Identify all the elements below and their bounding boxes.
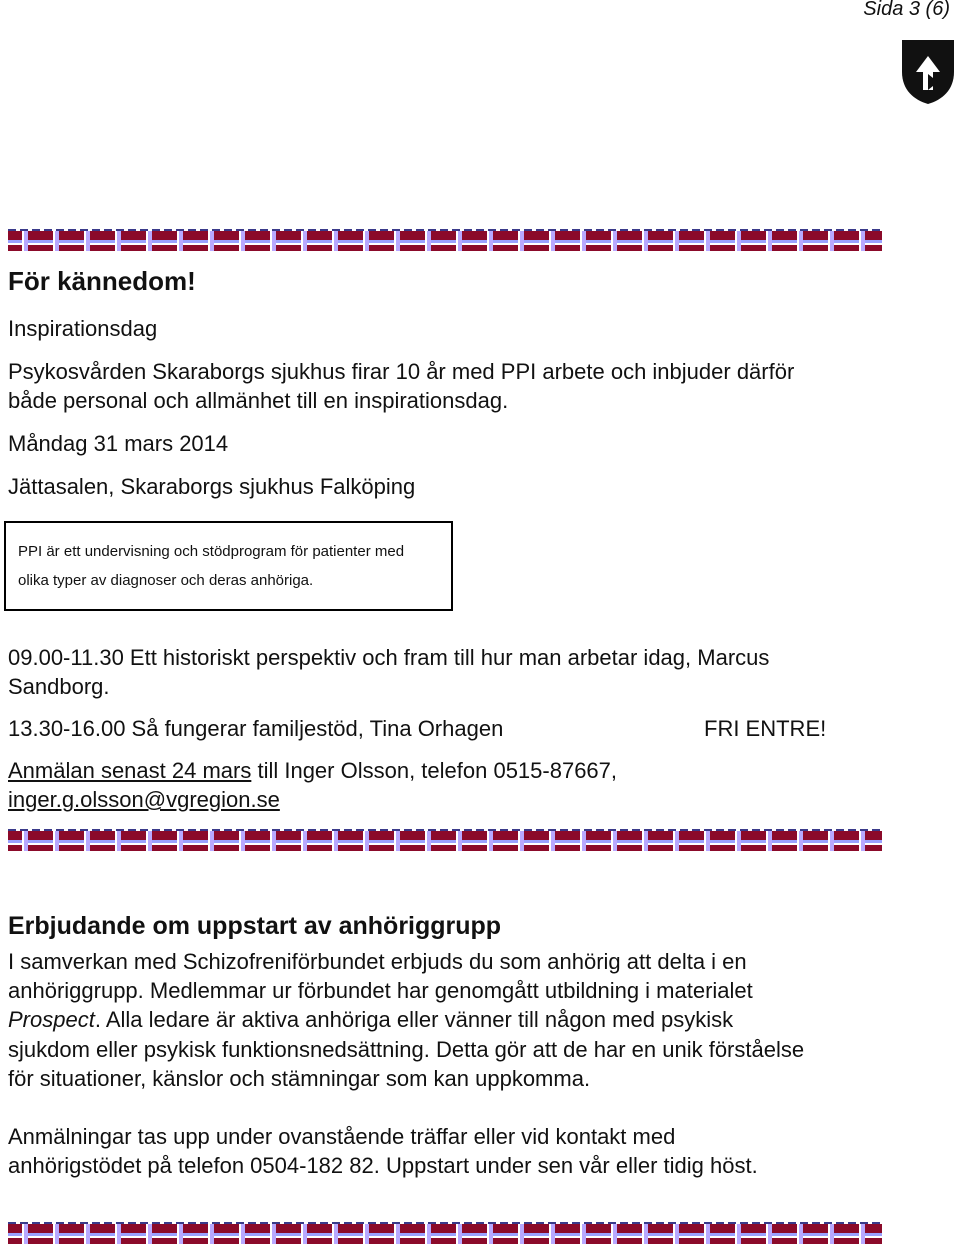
intro-line-2: både personal och allmänhet till en inspirationsdag. bbox=[8, 388, 509, 413]
group-text-line-3-rest: . Alla ledare är aktiva anhöriga eller vänner till någon med psykisk bbox=[94, 1007, 734, 1032]
decorative-divider-middle bbox=[8, 829, 882, 851]
signup-text-line-2: anhörigstödet på telefon 0504-182 82. Uppstart under sen vår eller tidig höst. bbox=[8, 1153, 758, 1178]
info-box-line-2: olika typer av diagnoser och deras anhöriga. bbox=[18, 572, 314, 589]
decorative-divider-top bbox=[8, 229, 882, 251]
group-text-line-1: I samverkan med Schizofreniförbundet erbjuds du som anhörig att delta i en bbox=[8, 949, 747, 974]
schedule-item-1-line-2: Sandborg. bbox=[8, 674, 110, 699]
group-text-line-4: sjukdom eller psykisk funktionsnedsättning. Detta gör att de har en unik förståelse bbox=[8, 1037, 805, 1062]
group-text-line-3 bbox=[8, 1005, 733, 1034]
decorative-divider-bottom bbox=[8, 1222, 882, 1244]
info-box bbox=[4, 521, 453, 611]
intro-line-1: Psykosvården Skaraborgs sjukhus firar 10 år med PPI arbete och inbjuder därför bbox=[8, 359, 795, 384]
municipal-coat-of-arms-icon bbox=[898, 38, 958, 106]
info-box-line-1: PPI är ett undervisning och stödprogram för patienter med bbox=[18, 543, 405, 560]
section-heading-group: Erbjudande om uppstart av anhöriggrupp bbox=[8, 912, 502, 940]
email-line bbox=[8, 785, 280, 814]
event-venue: Jättasalen, Skaraborgs sjukhus Falköping bbox=[8, 474, 416, 499]
event-title: Inspirationsdag bbox=[8, 316, 158, 341]
signup-text-line-1: Anmälningar tas upp under ovanstående träffar eller vid kontakt med bbox=[8, 1124, 676, 1149]
section-heading-info: För kännedom! bbox=[8, 266, 196, 296]
page-number: Sida 3 (6) bbox=[863, 0, 950, 20]
registration-deadline: Anmälan senast 24 mars bbox=[8, 758, 252, 783]
group-text-line-5: för situationer, känslor och stämningar som kan uppkomma. bbox=[8, 1066, 591, 1091]
registration-contact: till Inger Olsson, telefon 0515-87667, bbox=[251, 758, 618, 783]
schedule-item-1-line-1: 09.00-11.30 Ett historiskt perspektiv och fram till hur man arbetar idag, Marcus bbox=[8, 645, 770, 670]
event-date: Måndag 31 mars 2014 bbox=[8, 431, 229, 456]
free-entry-note: FRI ENTRE! bbox=[704, 716, 827, 741]
program-name: Prospect bbox=[8, 1007, 95, 1032]
contact-email-link[interactable]: inger.g.olsson@vgregion.se bbox=[8, 787, 280, 812]
schedule-item-2: 13.30-16.00 Så fungerar familjestöd, Tina Orhagen bbox=[8, 716, 504, 741]
group-text-line-2: anhöriggrupp. Medlemmar ur förbundet har genomgått utbildning i materialet bbox=[8, 978, 753, 1003]
registration-line bbox=[8, 756, 617, 785]
